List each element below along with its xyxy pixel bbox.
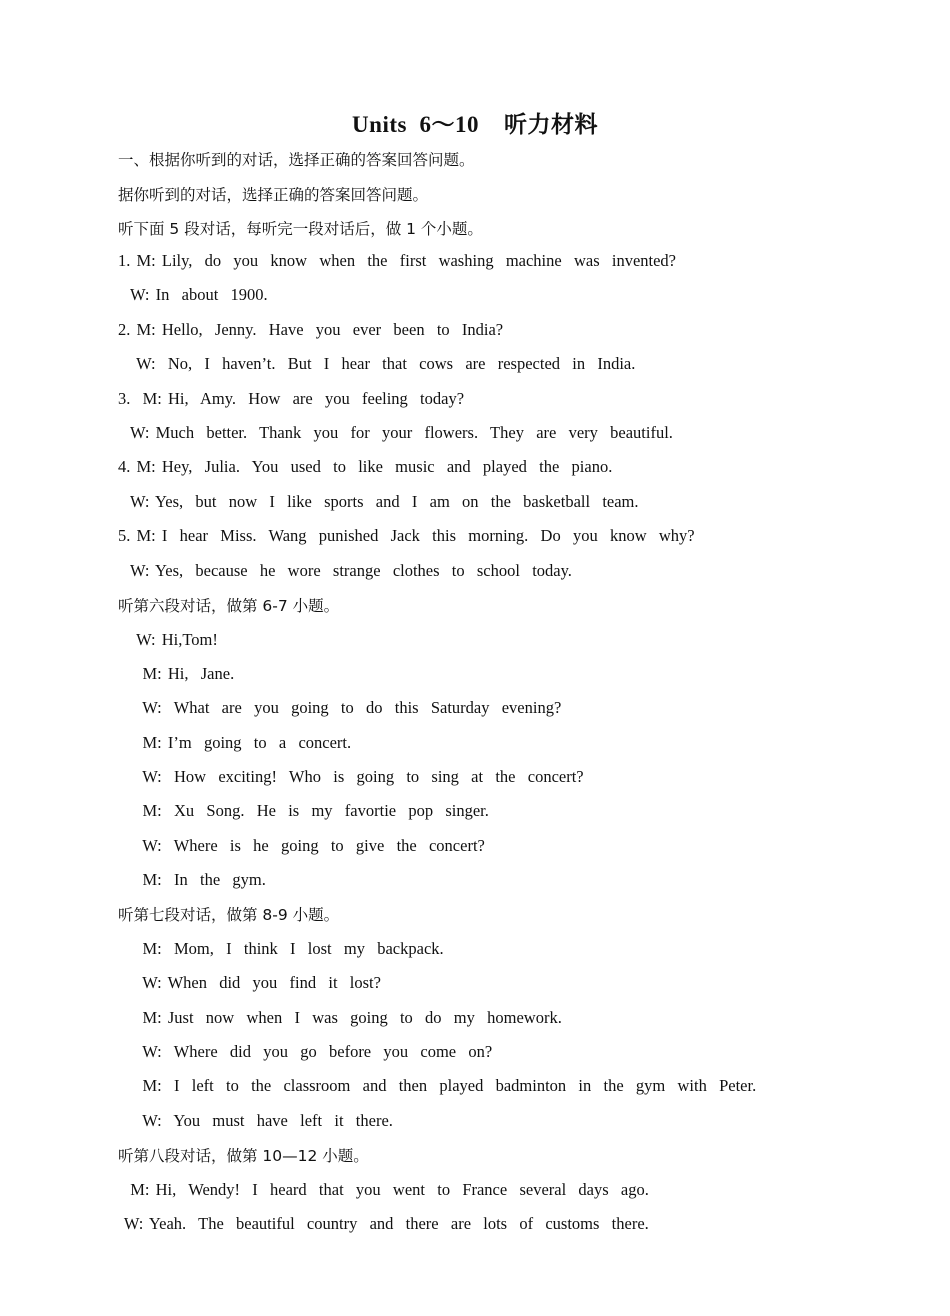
dialogue-line: M: I left to the classroom and then played badminton in the gym with Peter. [118, 1076, 757, 1095]
dialogue-line: W: Hi,Tom! [118, 630, 218, 649]
dialogue-line: W: Where did you go before you come on? [118, 1042, 493, 1061]
section-instruction: 听第七段对话，做第 8-9 小题。 [118, 906, 340, 924]
dialogue-line: W: No, I haven’t. But I hear that cows are respected in India. [118, 354, 636, 373]
dialogue-line: W: Yeah. The beautiful country and there are lots of customs there. [118, 1214, 649, 1233]
dialogue-line: 1. M: Lily, do you know when the first washing machine was invented? [118, 251, 677, 270]
dialogue-line: W: You must have left it there. [118, 1111, 393, 1130]
dialogue-line: M: I’m going to a concert. [118, 733, 352, 752]
dialogue-line: W: Much better. Thank you for your flowers. They are very beautiful. [118, 423, 673, 442]
dialogue-line: 4. M: Hey, Julia. You used to like music and played the piano. [118, 457, 613, 476]
section-instruction: 听第八段对话，做第 10—12 小题。 [118, 1147, 369, 1165]
section-instruction: 据你听到的对话，选择正确的答案回答问题。 [118, 186, 429, 204]
dialogue-line: M: Xu Song. He is my favortie pop singer. [118, 801, 489, 820]
dialogue-line: M: In the gym. [118, 870, 266, 889]
dialogue-line: W: In about 1900. [118, 285, 268, 304]
dialogue-line: W: When did you find it lost? [118, 973, 381, 992]
dialogue-line: 3. M: Hi, Amy. How are you feeling today? [118, 389, 465, 408]
dialogue-line: 5. M: I hear Miss. Wang punished Jack this morning. Do you know why? [118, 526, 695, 545]
dialogue-line: M: Just now when I was going to do my homework. [118, 1008, 562, 1027]
section-instruction: 听下面 5 段对话，每听完一段对话后，做 1 个小题。 [118, 220, 483, 238]
section-instruction: 一、根据你听到的对话，选择正确的答案回答问题。 [118, 151, 475, 169]
dialogue-line: M: Hi, Wendy! I heard that you went to France several days ago. [118, 1180, 649, 1199]
dialogue-line: W: Yes, because he wore strange clothes to school today. [118, 561, 572, 580]
dialogue-line: W: What are you going to do this Saturday evening? [118, 698, 562, 717]
dialogue-line: M: Hi, Jane. [118, 664, 235, 683]
dialogue-line: M: Mom, I think I lost my backpack. [118, 939, 444, 958]
document-title: Units 6～10 听力材料 [352, 112, 598, 137]
dialogue-line: 2. M: Hello, Jenny. Have you ever been to India? [118, 320, 504, 339]
dialogue-line: W: Yes, but now I like sports and I am on the basketball team. [118, 492, 639, 511]
section-instruction: 听第六段对话，做第 6-7 小题。 [118, 597, 340, 615]
dialogue-line: W: Where is he going to give the concert? [118, 836, 485, 855]
dialogue-line: W: How exciting! Who is going to sing at the concert? [118, 767, 584, 786]
